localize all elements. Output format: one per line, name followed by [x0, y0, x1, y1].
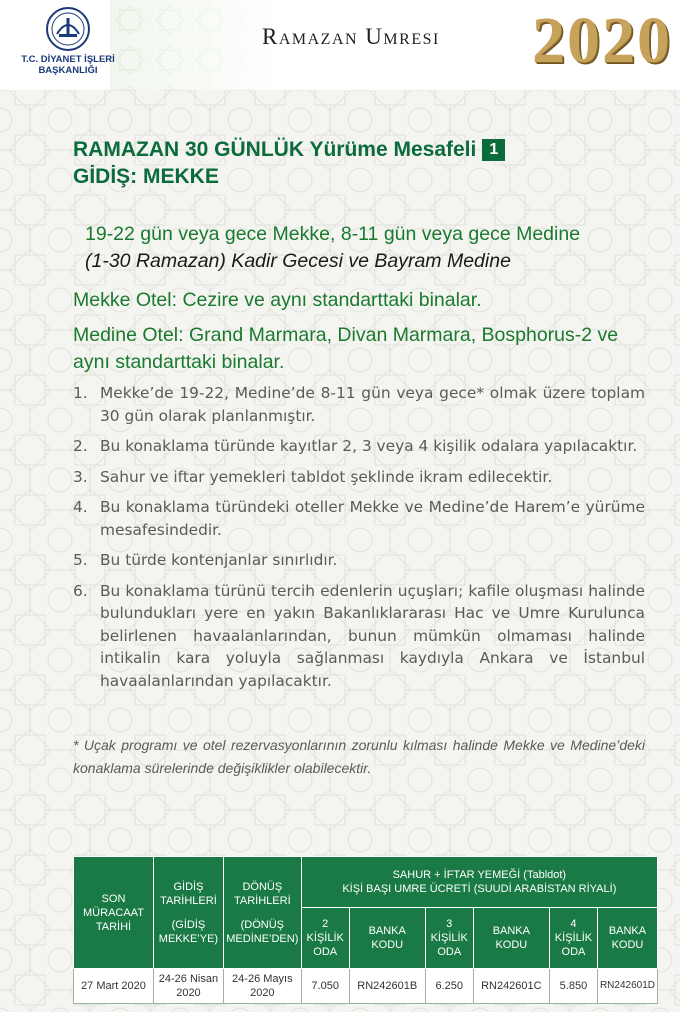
list-item-text: Sahur ve iftar yemekleri tabldot şeklinde ikram edilecektir. — [100, 467, 553, 486]
list-item-number: 5. — [73, 551, 88, 569]
header-price-line2: KİŞİ BAŞI UMRE ÜCRETİ (SUUDİ ARABİSTAN RİYALİ) — [342, 883, 617, 895]
cell-code3: RN242601C — [473, 969, 549, 1004]
list-item — [73, 549, 645, 572]
duration-line1: 19-22 gün veya gece Mekke, 8-11 gün veya gece Medine — [85, 223, 581, 245]
cell-price4: 5.850 — [549, 969, 597, 1004]
header-donus-sub: (DÖNÜŞ MEDİNE’DEN) — [226, 918, 299, 945]
header-price-line1: SAHUR + İFTAR YEMEĞİ (Tabldot) — [392, 869, 567, 881]
list-item-number: 4. — [73, 498, 88, 516]
list-item — [73, 435, 645, 458]
header-room3: 3 KİŞİLİK ODA — [425, 908, 473, 969]
list-item — [73, 496, 645, 541]
header-donus — [223, 857, 301, 969]
list-item-number: 1. — [73, 384, 88, 402]
list-item-text: Bu konaklama türündeki oteller Mekke ve Medine’de Harem’e yürüme mesafesindedir. — [100, 498, 645, 539]
table-row — [74, 969, 658, 1004]
logo-text-line1: T.C. DİYANET İŞLERİ — [21, 54, 115, 65]
cell-price3: 6.250 — [425, 969, 473, 1004]
header-son-muracaat: SON MÜRACAAT TARİHİ — [74, 857, 154, 969]
cell-code2: RN242601B — [349, 969, 425, 1004]
header-gidis-title: GİDİŞ TARİHLERİ — [160, 880, 217, 907]
header-bank1: BANKA KODU — [349, 908, 425, 969]
cell-gidis: 24-26 Nisan 2020 — [153, 969, 223, 1004]
duration-info — [85, 221, 655, 275]
conditions-list — [73, 382, 645, 700]
header-gidis — [153, 857, 223, 969]
list-item — [73, 466, 645, 489]
list-item — [73, 382, 645, 427]
cell-son-muracaat: 27 Mart 2020 — [74, 969, 154, 1004]
list-item-number: 3. — [73, 467, 88, 486]
medine-hotel: Medine Otel: Grand Marmara, Divan Marmara, Bosphorus-2 ve aynı standarttaki binalar. — [73, 324, 619, 373]
logo-text-line2: BAŞKANLIĞI — [38, 65, 98, 76]
page-title: Ramazan Umresi — [262, 24, 440, 49]
header-donus-title: DÖNÜŞ TARİHLERİ — [234, 880, 291, 907]
cell-donus: 24-26 Mayıs 2020 — [223, 969, 301, 1004]
package-number-badge: 1 — [482, 139, 505, 161]
year-label: 2020 — [532, 4, 672, 77]
price-table — [73, 856, 658, 1004]
list-item-number: 6. — [73, 581, 88, 600]
heading-line1: RAMAZAN 30 GÜNLÜK Yürüme Mesafeli — [73, 138, 477, 161]
header-room4: 4 KİŞİLİK ODA — [549, 908, 597, 969]
list-item-text: Bu konaklama türünde kayıtlar 2, 3 veya 4 kişilik odalara yapılacaktır. — [100, 437, 638, 455]
footnote: * Uçak programı ve otel rezervasyonlarının zorunlu kılması halinde Mekke ve Medine’deki konaklama sürelerinde değişiklikler olabilecektir. — [73, 737, 645, 776]
cell-price2: 7.050 — [301, 969, 349, 1004]
list-item-number: 2. — [73, 437, 88, 455]
list-item — [73, 580, 645, 693]
header-bank2: BANKA KODU — [473, 908, 549, 969]
list-item-text: Bu türde kontenjanlar sınırlıdır. — [100, 551, 338, 569]
list-item-text: Mekke’de 19-22, Medine’de 8-11 gün veya gece* olmak üzere toplam 30 gün olarak planlanmıştır. — [100, 384, 645, 425]
list-item-text: Bu konaklama türünü tercih edenlerin uçuşları; kafile oluşması halinde bulundukları yere en yakın Bakanlıklararası Hac ve Umre Kurulunca belirlenen havaalanlarından, bunun mümkün olmaması halinde intikalin kara yoluyla sağlanması kaydıyla Ankara ve İstanbul havaalanlarından yapılacaktır. — [100, 581, 645, 690]
heading-line2: GİDİŞ: MEKKE — [73, 165, 219, 188]
cell-code4: RN242601D — [597, 969, 657, 1004]
header-gidis-sub: (GİDİŞ MEKKE’YE) — [158, 918, 219, 945]
duration-line2: (1-30 Ramazan) Kadir Gecesi ve Bayram Medine — [85, 250, 511, 272]
header-bank3: BANKA KODU — [597, 908, 657, 969]
header-room2: 2 KİŞİLİK ODA — [301, 908, 349, 969]
header-price — [301, 857, 657, 908]
package-heading — [73, 136, 613, 190]
mekke-hotel: Mekke Otel: Cezire ve aynı standarttaki binalar. — [73, 289, 482, 311]
